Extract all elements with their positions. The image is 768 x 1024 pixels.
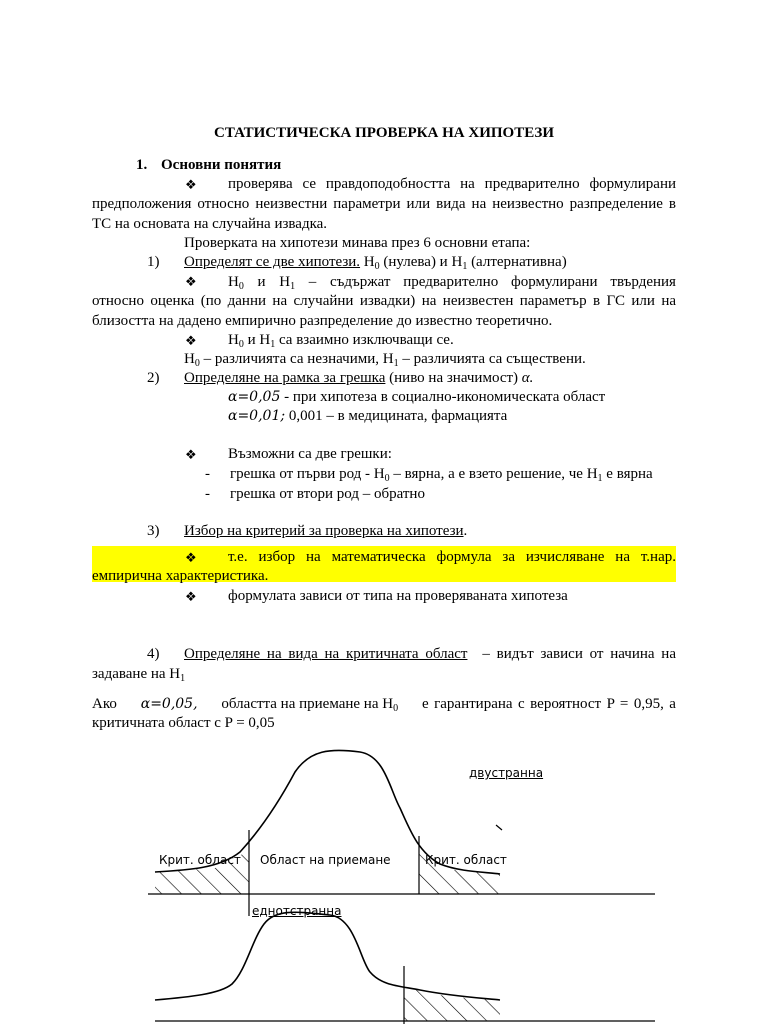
bullet-icon: ❖	[185, 177, 197, 192]
step2-title: Определяне на рамка за грешка	[184, 370, 386, 386]
intro-first-line: проверява се правдоподобността на предварително формулирани	[228, 176, 676, 192]
alpha-line-1: α=0,05 - при хипотеза в социално-икономическата област	[228, 389, 606, 405]
dash-marker: -	[205, 486, 210, 502]
bullet-icon: ❖	[185, 333, 197, 348]
error-type-2: грешка от втори род – обратно	[230, 486, 425, 502]
step1-line: Определят се две хипотези. $H_0$ (нулева) и $H_1$ (алтернативна)	[184, 254, 567, 272]
section-heading: Основни понятия	[161, 157, 282, 173]
label-one-sided: еднотстранна	[252, 904, 342, 918]
step4-line-2: задаване на $H_1$	[92, 666, 186, 684]
step2-number: 2)	[147, 370, 160, 386]
h1-label: (алтернативна)	[471, 254, 567, 270]
one-sided-critical-hatch	[404, 986, 500, 1021]
label-crit-right: Крит. област	[425, 853, 507, 867]
bullet-icon: ❖	[185, 550, 197, 565]
stages-intro: Проверката на хипотези минава през 6 основни етапа:	[184, 235, 531, 251]
ako-line-1: Ако α=0,05, областта на приемане на $H_0$ е гарантирана с вероятност P = 0,95, а	[92, 696, 676, 714]
bullet-icon: ❖	[185, 447, 197, 462]
exclusive-line: $H_0$ и $H_1$ са взаимно изключващи се.	[228, 332, 454, 350]
highlight-line-2: емпирична характеристика.	[92, 568, 269, 584]
hdef-first-line: $H_0$ и $H_1$ – съдържат предварително формулирани твърдения	[228, 274, 676, 292]
section-number: 1.	[136, 157, 148, 173]
formula-dependency: формулата зависи от типа на проверяваната хипотеза	[228, 588, 568, 604]
step1-number: 1)	[147, 254, 160, 270]
difference-line: $H_0$ – различията са незначими, $H_1$ – различията са съществени.	[184, 351, 586, 369]
step3-line: Избор на критерий за проверка на хипотези.	[184, 523, 468, 539]
hdef-paragraph: относно оценка (по данни на случайни извадки) на неизвестен параметър в ГС или на близостта на дадено емпирично разпределение до известно теоретично.	[92, 293, 676, 329]
alpha-line-2: α=0,01; 0,001 – в медицината, фармацията	[228, 408, 508, 424]
label-acceptance: Област на приемане	[260, 853, 391, 867]
one-sided-curve	[155, 912, 500, 1000]
step4-number: 4)	[147, 646, 160, 662]
step1-title: Определят се две хипотези.	[184, 254, 361, 270]
tick-mark	[496, 825, 502, 830]
page-title: СТАТИСТИЧЕСКА ПРОВЕРКА НА ХИПОТЕЗИ	[214, 125, 554, 141]
step3-title: Избор на критерий за проверка на хипотези	[184, 523, 464, 539]
bullet-icon: ❖	[185, 274, 197, 289]
bullet-icon: ❖	[185, 589, 197, 604]
h0-label: (нулева) и	[383, 254, 448, 270]
errors-heading: Възможни са две грешки:	[228, 446, 392, 462]
ako-line-2: критичната област с P = 0,05	[92, 715, 275, 731]
error-type-1: грешка от първи род - $H_0$ – вярна, а е взето решение, че $H_1$ е вярна	[230, 466, 653, 484]
step4-line: Определяне на вида на критичната област – видът зависи от начина на	[184, 646, 676, 662]
step3-number: 3)	[147, 523, 160, 539]
step2-line: Определяне на рамка за грешка (ниво на значимост) α.	[184, 370, 534, 386]
dash-marker: -	[205, 466, 210, 482]
highlight-line-1: т.е. избор на математическа формула за изчисляване на т.нар.	[228, 549, 676, 565]
label-two-sided: двустранна	[469, 766, 544, 780]
intro-paragraph: предположения относно неизвестни параметри или вида на неизвестно разпределение в ТС на основата на случайна извадка.	[92, 196, 676, 232]
step4-title: Определяне на вида на критичната област	[184, 646, 468, 662]
label-crit-left: Крит. област	[159, 853, 241, 867]
